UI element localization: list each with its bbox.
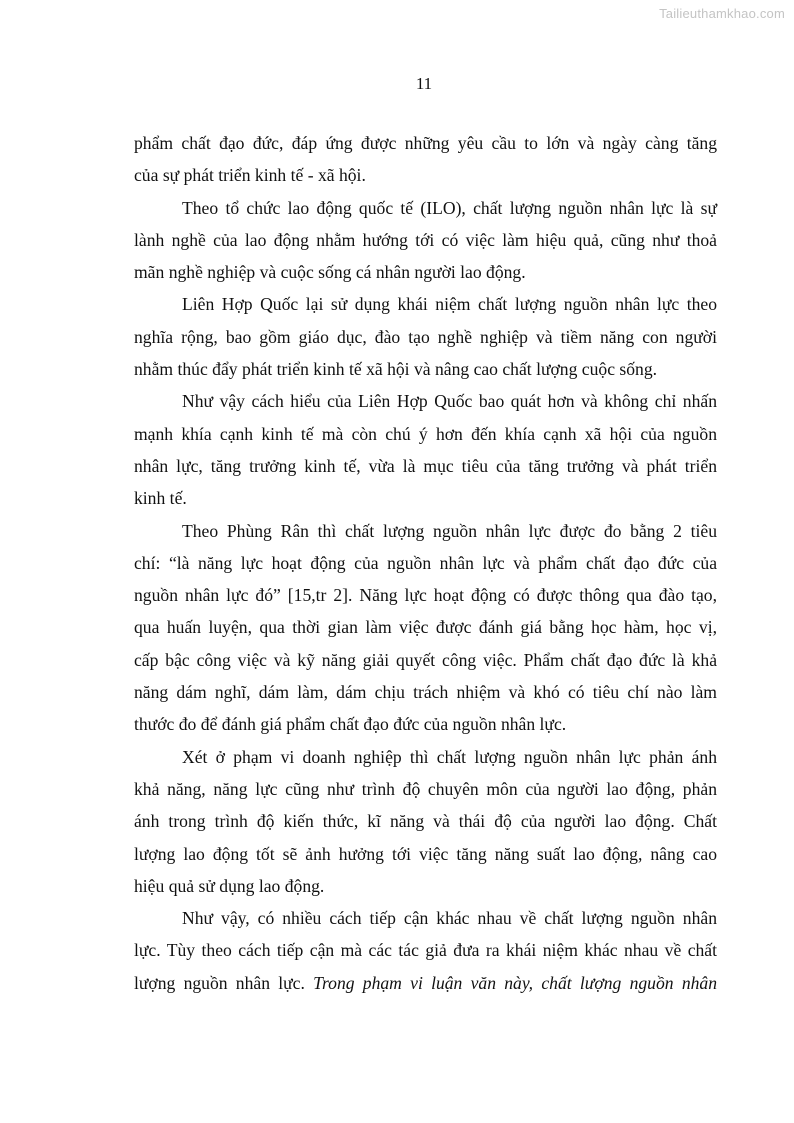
text-line: lượng lao động tốt sẽ ảnh hưởng tới việc tăng năng suất lao động, nâng cao — [134, 843, 717, 864]
paragraph-start-line: Liên Hợp Quốc lại sử dụng khái niệm chất lượng nguồn nhân lực theo — [182, 294, 717, 315]
text-line: thước đo để đánh giá phẩm chất đạo đức của nguồn nhân lực. — [134, 714, 567, 735]
paragraph-start-line: Theo tổ chức lao động quốc tế (ILO), chất lượng nguồn nhân lực là sự — [182, 197, 717, 218]
document-body — [134, 127, 717, 999]
text-line: ánh trong trình độ kiến thức, kĩ năng và thái độ của người lao động. Chất — [134, 811, 717, 832]
text-line: năng dám nghĩ, dám làm, dám chịu trách nhiệm và khó có tiêu chí nào làm — [134, 682, 717, 703]
text-line: lành nghề của lao động nhằm hướng tới có việc làm hiệu quả, cũng như thoả — [134, 229, 717, 250]
watermark: Tailieuthamkhao.com — [659, 6, 785, 21]
text-line: nhằm thúc đẩy phát triển kinh tế xã hội và nâng cao chất lượng cuộc sống. — [134, 359, 658, 380]
text-line: chí: “là năng lực hoạt động của nguồn nhân lực và phẩm chất đạo đức của — [134, 552, 717, 573]
paragraph-start-line: Như vậy, có nhiều cách tiếp cận khác nhau về chất lượng nguồn nhân — [182, 908, 717, 929]
text-line: của sự phát triển kinh tế - xã hội. — [134, 165, 366, 186]
text-line: khả năng, năng lực cũng như trình độ chuyên môn của người lao động, phản — [134, 778, 717, 799]
paragraph-start-line: Xét ở phạm vi doanh nghiệp thì chất lượng nguồn nhân lực phản ánh — [182, 746, 717, 767]
italic-text-segment: Trong phạm vi luận văn này, chất lượng nguồn nhân — [313, 972, 718, 993]
text-line: kinh tế. — [134, 488, 187, 509]
paragraph-start-line: Theo Phùng Rân thì chất lượng nguồn nhân lực được đo bằng 2 tiêu — [182, 520, 717, 541]
text-line: mãn nghề nghiệp và cuộc sống cá nhân người lao động. — [134, 262, 526, 283]
text-line: cấp bậc công việc và kỹ năng giải quyết công việc. Phẩm chất đạo đức là khả — [134, 649, 717, 670]
text-line: nguồn nhân lực đó” [15,tr 2]. Năng lực hoạt động có được thông qua đào tạo, — [134, 585, 717, 606]
text-line: lực. Tùy theo cách tiếp cận mà các tác giả đưa ra khái niệm khác nhau về chất — [134, 940, 717, 961]
text-line: nhân lực, tăng trưởng kinh tế, vừa là mục tiêu của tăng trưởng và phát triển — [134, 455, 717, 476]
text-line: hiệu quả sử dụng lao động. — [134, 875, 325, 896]
text-line: qua huấn luyện, qua thời gian làm việc được đánh giá bằng học hàm, học vị, — [134, 617, 717, 638]
text-line: mạnh khía cạnh kinh tế mà còn chú ý hơn đến khía cạnh xã hội của nguồn — [134, 423, 717, 444]
page-number: 11 — [415, 74, 433, 93]
text-line: phẩm chất đạo đức, đáp ứng được những yêu cầu to lớn và ngày càng tăng — [134, 133, 717, 153]
text-line-mixed — [134, 967, 717, 999]
paragraph-start-line: Như vậy cách hiểu của Liên Hợp Quốc bao quát hơn và không chỉ nhấn — [182, 391, 717, 412]
text-segment-regular: lượng nguồn nhân lực. — [134, 972, 314, 993]
text-line: nghĩa rộng, bao gồm giáo dục, đào tạo nghề nghiệp và tiềm năng con người — [134, 326, 717, 347]
